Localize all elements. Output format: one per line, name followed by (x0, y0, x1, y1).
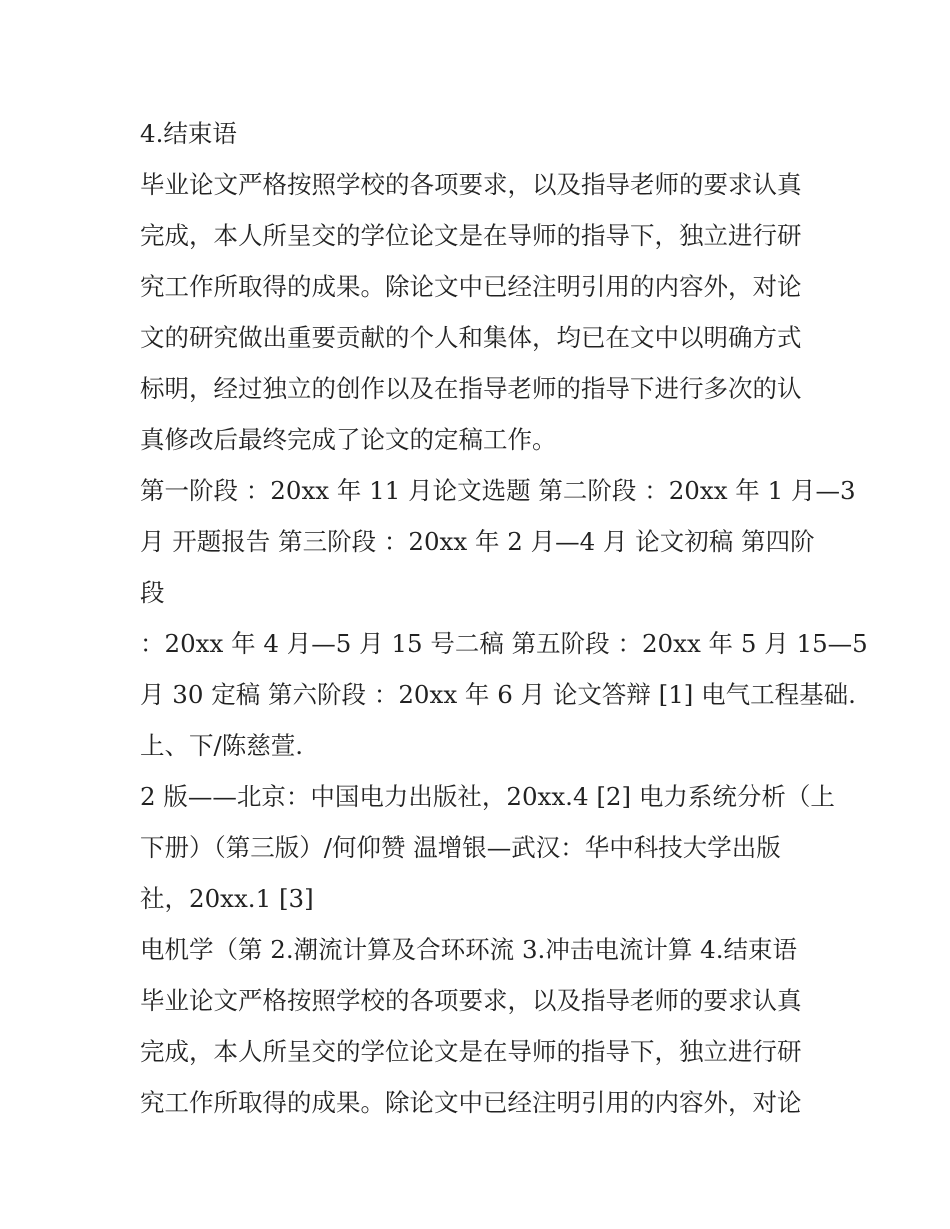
schedule-line: 第一阶段 ：20xx 年 11 月论文选题 第二阶段 ：20xx 年 1 月—3 (140, 476, 856, 505)
paragraph-line: 完成，本人所呈交的学位论文是在导师的指导下，独立进行研 (140, 1037, 802, 1066)
reference-line: 2 版——北京：中国电力出版社，20xx.4 [2] 电力系统分析（上 (140, 782, 835, 811)
paragraph-line: 毕业论文严格按照学校的各项要求，以及指导老师的要求认真 (140, 170, 802, 199)
paragraph-line: 究工作所取得的成果。除论文中已经注明引用的内容外，对论 (140, 1088, 802, 1117)
paragraph-line: 毕业论文严格按照学校的各项要求，以及指导老师的要求认真 (140, 986, 802, 1015)
reference-line: 下册）（第三版）/何仰赞 温增银—武汉：华中科技大学出版 (140, 833, 781, 862)
paragraph-line: 标明，经过独立的创作以及在指导老师的指导下进行多次的认 (140, 374, 802, 403)
document-body (140, 108, 868, 1128)
paragraph-line: 文的研究做出重要贡献的个人和集体，均已在文中以明确方式 (140, 323, 802, 352)
reference-line: 电机学（第 2.潮流计算及合环环流 3.冲击电流计算 4.结束语 (140, 935, 797, 964)
paragraph-line: 完成，本人所呈交的学位论文是在导师的指导下，独立进行研 (140, 221, 802, 250)
paragraph-line: 究工作所取得的成果。除论文中已经注明引用的内容外，对论 (140, 272, 802, 301)
schedule-line: 段 (140, 578, 165, 607)
paragraph-line: 真修改后最终完成了论文的定稿工作。 (140, 425, 557, 454)
schedule-line: 月 开题报告 第三阶段 ：20xx 年 2 月—4 月 论文初稿 第四阶 (140, 527, 815, 556)
schedule-line: ：20xx 年 4 月—5 月 15 号二稿 第五阶段 ：20xx 年 5 月 15—5 (140, 629, 868, 658)
reference-line: 社，20xx.1 [3] (140, 884, 314, 913)
reference-line: 上、下/陈慈萱. (140, 731, 304, 760)
section-heading: 4.结束语 (140, 119, 237, 148)
schedule-line: 月 30 定稿 第六阶段 ：20xx 年 6 月 论文答辩 [1] 电气工程基础. (140, 680, 856, 709)
